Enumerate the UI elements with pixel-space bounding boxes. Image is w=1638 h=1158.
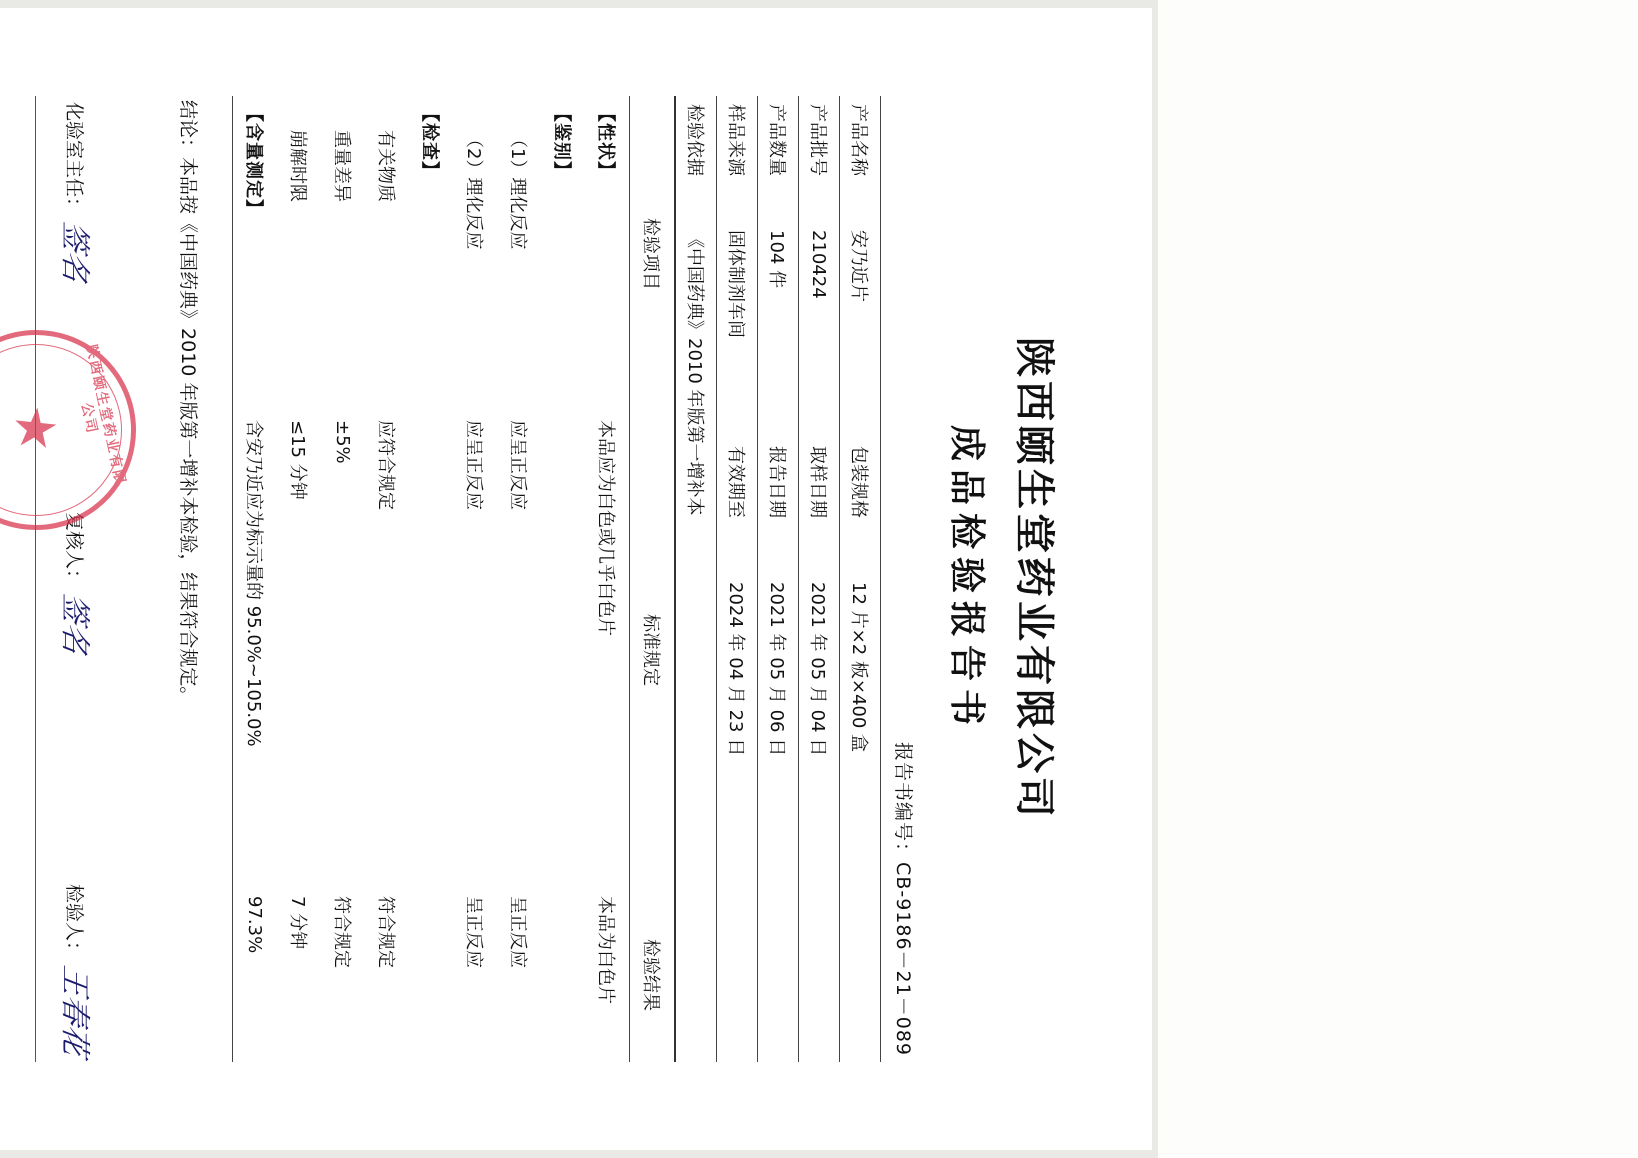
page-edge-left bbox=[0, 0, 1158, 8]
meta-label: 检验依据 bbox=[684, 104, 705, 176]
item-name: 【鉴别】 bbox=[551, 104, 572, 180]
table-row bbox=[321, 96, 365, 1062]
item-standard: 含安乃近应为标示量的 95.0%~105.0% bbox=[243, 420, 264, 747]
meta-value: 《中国药典》2010 年版第一增补本 bbox=[684, 230, 705, 516]
meta-value: 210424 bbox=[808, 230, 830, 299]
meta-label-2: 报告日期 bbox=[766, 446, 787, 518]
item-result bbox=[541, 888, 585, 1062]
table-row bbox=[717, 96, 758, 1062]
meta-label-2: 包装规格 bbox=[848, 446, 869, 518]
meta-label: 产品数量 bbox=[766, 104, 787, 176]
conclusion bbox=[170, 96, 206, 1062]
meta-value-2: 12 片×2 板×400 盒 bbox=[848, 582, 869, 753]
item-result bbox=[409, 888, 453, 1062]
column-header-result: 检验结果 bbox=[630, 888, 676, 1062]
column-header-item: 检验项目 bbox=[630, 96, 676, 412]
item-name: （2）理化反应 bbox=[463, 130, 484, 250]
table-row bbox=[758, 96, 799, 1062]
item-result: 97.3% bbox=[244, 896, 266, 954]
table-row bbox=[453, 96, 497, 1062]
item-name: 【检查】 bbox=[419, 104, 440, 180]
company-name: 陕西颐生堂药业有限公司 bbox=[1011, 337, 1057, 821]
report-number-line bbox=[891, 96, 918, 1056]
meta-value-2: 2021 年 05 月 06 日 bbox=[766, 582, 787, 757]
star-icon: ★ bbox=[0, 398, 73, 462]
meta-label: 样品来源 bbox=[725, 104, 746, 176]
item-standard: 本品应为白色或几乎白色片 bbox=[595, 420, 616, 636]
item-standard: ≤15 分钟 bbox=[287, 420, 308, 500]
meta-label-2: 取样日期 bbox=[807, 446, 828, 518]
page-edge-top bbox=[1152, 0, 1158, 1158]
meta-value-2: 2024 年 04 月 23 日 bbox=[725, 582, 746, 757]
handwritten-signature: 王春花 bbox=[56, 963, 92, 1058]
footer-rule bbox=[35, 96, 36, 1062]
item-result: 符合规定 bbox=[331, 896, 352, 968]
signature-reviewer bbox=[56, 511, 106, 656]
table-row bbox=[585, 96, 630, 1062]
inspection-table bbox=[232, 96, 676, 1062]
item-name: （1）理化反应 bbox=[507, 130, 528, 250]
signature-label: 检验人： bbox=[62, 883, 85, 960]
item-result: 7 分钟 bbox=[287, 896, 308, 950]
item-result: 本品为白色片 bbox=[595, 896, 616, 1004]
table-row bbox=[676, 96, 717, 1062]
report-number-label: 报告书编号： bbox=[892, 742, 914, 863]
conclusion-text: 本品按《中国药典》2010 年版第一增补本检验，结果符合规定。 bbox=[177, 157, 199, 706]
table-row bbox=[233, 96, 278, 1062]
item-standard bbox=[541, 412, 585, 888]
table-row bbox=[497, 96, 541, 1062]
column-header-standard: 标准规定 bbox=[630, 412, 676, 888]
report-number-value: CB-9186－21－089 bbox=[892, 862, 914, 1056]
item-result: 符合规定 bbox=[375, 896, 396, 968]
meta-value-2: 2021 年 05 月 04 日 bbox=[807, 582, 828, 757]
item-standard: 应符合规定 bbox=[375, 420, 396, 510]
item-name: 【性状】 bbox=[595, 104, 616, 180]
signature-lab-director bbox=[56, 102, 106, 284]
conclusion-label: 结论： bbox=[177, 100, 199, 158]
item-standard: ±5% bbox=[332, 420, 354, 464]
meta-value: 104 件 bbox=[766, 230, 787, 289]
item-name: 【含量测定】 bbox=[243, 104, 264, 218]
stamp-top-text: 陕西颐生堂药业有限公司 bbox=[77, 343, 129, 488]
table-row bbox=[541, 96, 585, 1062]
item-standard: 应呈正反应 bbox=[507, 420, 528, 510]
meta-value: 固体制剂车间 bbox=[725, 230, 746, 338]
handwritten-signature: 签名 bbox=[56, 591, 92, 656]
document-title: 成品检验报告书 bbox=[946, 424, 987, 733]
item-name: 崩解时限 bbox=[287, 130, 308, 202]
table-row bbox=[799, 96, 840, 1062]
item-name: 有关物质 bbox=[375, 130, 396, 202]
handwritten-signature: 签名 bbox=[56, 219, 92, 284]
meta-value: 安乃近片 bbox=[848, 230, 869, 302]
item-result: 呈正反应 bbox=[463, 896, 484, 968]
signature-label: 化验室主任： bbox=[62, 102, 85, 217]
item-result: 呈正反应 bbox=[507, 896, 528, 968]
signature-label: 复核人： bbox=[62, 511, 85, 588]
item-name: 重量差异 bbox=[331, 130, 352, 202]
table-row bbox=[840, 96, 881, 1062]
table-row bbox=[409, 96, 453, 1062]
meta-label: 产品批号 bbox=[807, 104, 828, 176]
table-row bbox=[277, 96, 321, 1062]
item-standard bbox=[409, 412, 453, 888]
meta-label-2: 有效期至 bbox=[725, 446, 746, 518]
signature-row bbox=[56, 96, 106, 1062]
meta-label: 产品名称 bbox=[848, 104, 869, 176]
meta-table bbox=[675, 96, 881, 1062]
page-edge-right bbox=[0, 1150, 1158, 1158]
table-header-row bbox=[630, 96, 676, 1062]
signature-inspector bbox=[56, 883, 106, 1058]
table-row bbox=[365, 96, 409, 1062]
item-standard: 应呈正反应 bbox=[463, 420, 484, 510]
